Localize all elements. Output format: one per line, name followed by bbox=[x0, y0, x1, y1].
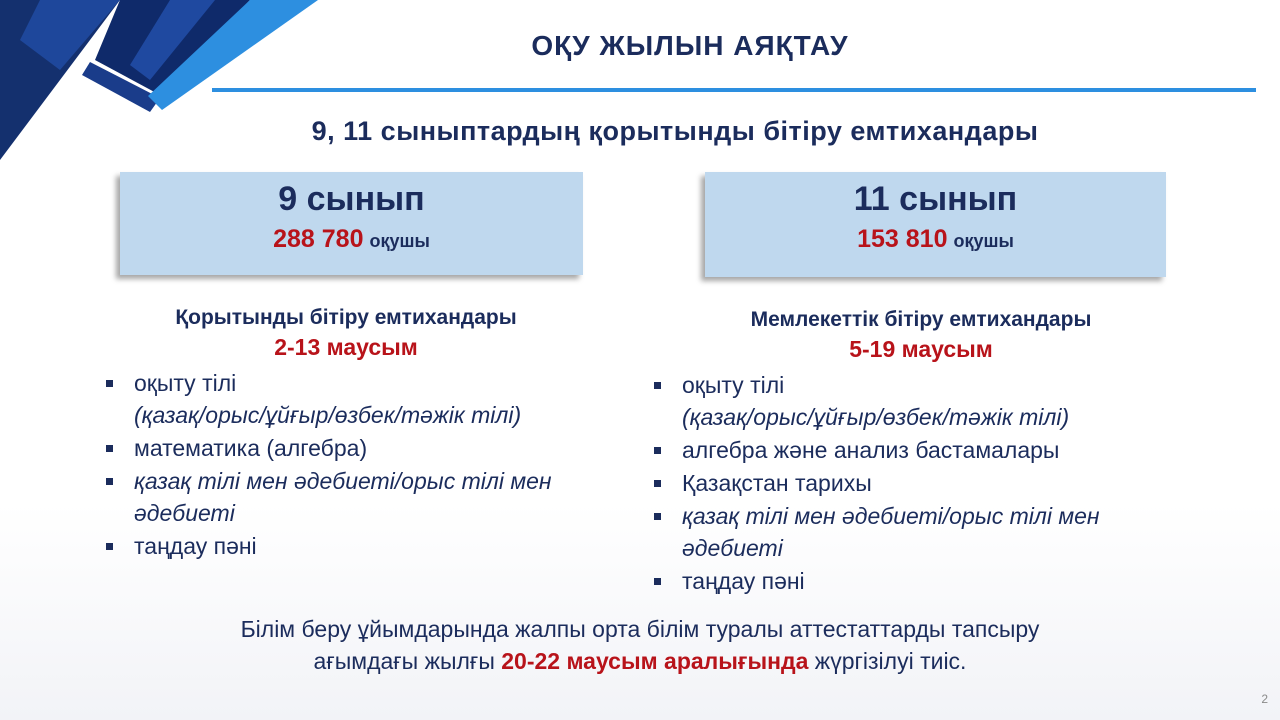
grade11-subject-list bbox=[654, 369, 1194, 598]
grade9-student-count: 288 780 bbox=[273, 225, 364, 253]
footer-line-2-before: ағымдағы жылғы bbox=[313, 648, 502, 674]
grade11-exam-block bbox=[705, 308, 1137, 363]
list-item bbox=[654, 565, 1194, 597]
grade11-box bbox=[705, 172, 1166, 277]
grade11-student-unit: оқушы bbox=[953, 231, 1014, 251]
grade9-subject-list bbox=[106, 367, 586, 563]
grade11-exam-heading: Мемлекеттік бітіру емтихандары bbox=[750, 308, 1092, 331]
grade9-student-unit: оқушы bbox=[369, 231, 430, 251]
list-item bbox=[654, 434, 1194, 466]
bullet-icon bbox=[106, 543, 113, 550]
list-item bbox=[106, 530, 586, 562]
grade11-student-count: 153 810 bbox=[857, 225, 948, 253]
page-number: 2 bbox=[1261, 692, 1268, 706]
footer-highlight-dates: 20-22 маусым аралығында bbox=[501, 648, 809, 674]
subject-name: математика (алгебра) bbox=[134, 435, 368, 461]
list-item bbox=[106, 367, 586, 431]
subject-name: таңдау пәні bbox=[682, 568, 805, 594]
subject-note: (қазақ/орыс/ұйғыр/өзбек/тәжік тілі) bbox=[682, 404, 1070, 430]
list-item bbox=[654, 467, 1194, 499]
grade9-exam-block bbox=[120, 306, 572, 361]
subject-name: қазақ тілі мен әдебиеті/орыс тілі мен әдебиеті bbox=[134, 468, 552, 526]
bullet-icon bbox=[106, 478, 113, 485]
subject-name: қазақ тілі мен әдебиеті/орыс тілі мен әдебиеті bbox=[682, 503, 1100, 561]
subject-name: оқыту тілі bbox=[134, 370, 237, 396]
footer-line-1: Білім беру ұйымдарында жалпы орта білім туралы аттестаттарды тапсыру bbox=[240, 616, 1040, 642]
footer-line-2 bbox=[100, 645, 1180, 677]
grade9-box bbox=[120, 172, 583, 275]
list-item bbox=[654, 369, 1194, 433]
grade11-count-line bbox=[705, 225, 1166, 254]
subject-name: оқыту тілі bbox=[682, 372, 785, 398]
bullet-icon bbox=[106, 445, 113, 452]
subject-name: алгебра және анализ бастамалары bbox=[682, 437, 1060, 463]
list-item bbox=[106, 432, 586, 464]
subject-name: таңдау пәні bbox=[134, 533, 257, 559]
bullet-icon bbox=[654, 447, 661, 454]
slide-subtitle: 9, 11 сыныптардың қорытынды бітіру емтихандары bbox=[311, 116, 1039, 146]
grade11-title: 11 сынып bbox=[853, 180, 1018, 218]
list-item bbox=[654, 500, 1194, 564]
bullet-icon bbox=[654, 513, 661, 520]
bullet-icon bbox=[654, 578, 661, 585]
grade9-title: 9 сынып bbox=[278, 180, 425, 218]
footer-note bbox=[100, 613, 1180, 677]
slide-title: ОҚУ ЖЫЛЫН АЯҚТАУ bbox=[531, 30, 849, 61]
list-item bbox=[106, 465, 586, 529]
bullet-icon bbox=[654, 480, 661, 487]
grade11-exam-dates: 5-19 маусым bbox=[849, 336, 993, 362]
subject-name: Қазақстан тарихы bbox=[682, 470, 872, 496]
footer-line-2-after: жүргізілуі тиіс. bbox=[808, 648, 967, 674]
bullet-icon bbox=[106, 380, 113, 387]
grade9-exam-dates: 2-13 маусым bbox=[274, 334, 418, 360]
title-underline bbox=[212, 88, 1256, 92]
grade9-count-line bbox=[120, 225, 583, 254]
bullet-icon bbox=[654, 382, 661, 389]
subject-note: (қазақ/орыс/ұйғыр/өзбек/тәжік тілі) bbox=[134, 402, 522, 428]
grade9-exam-heading: Қорытынды бітіру емтихандары bbox=[175, 306, 517, 329]
